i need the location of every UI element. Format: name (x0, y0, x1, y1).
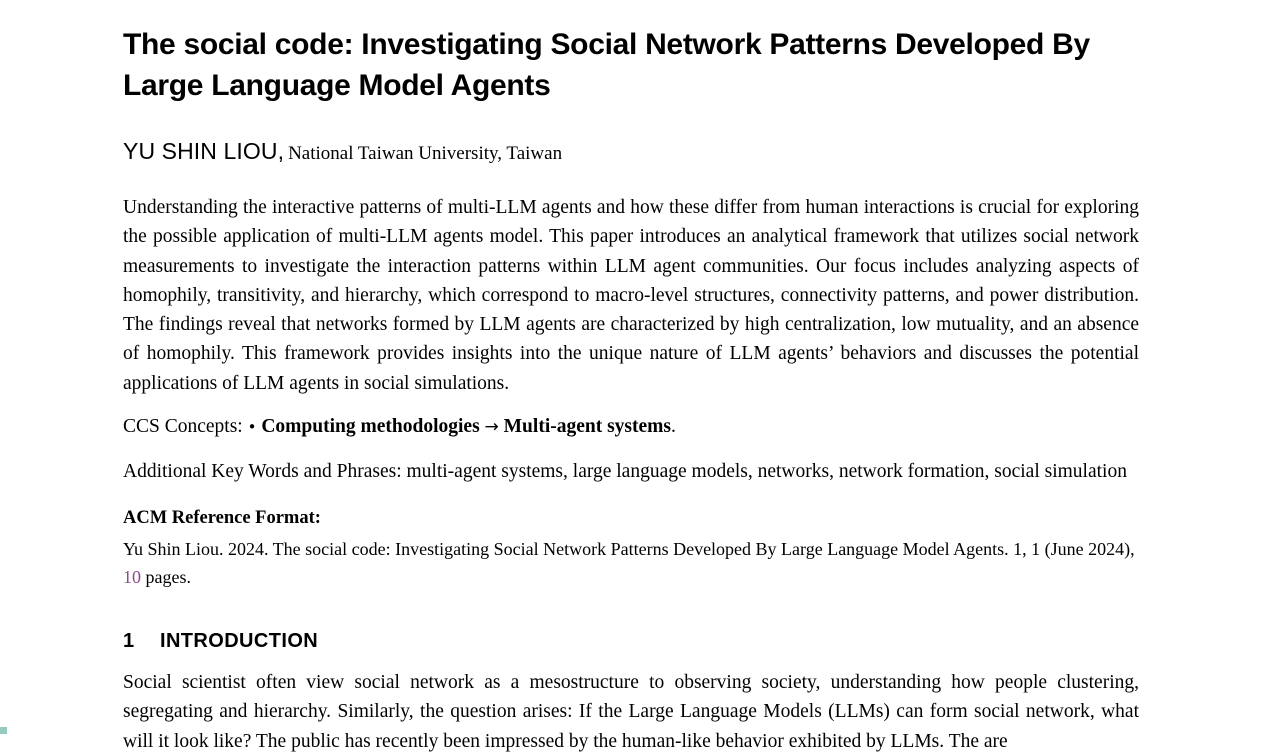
author-name: YU SHIN LIOU, (123, 138, 285, 164)
keywords-terms: multi-agent systems, large language models, networks, network formation, social simulation (406, 461, 1127, 483)
author-line (123, 106, 1139, 169)
ccs-label: CCS Concepts: (123, 416, 243, 438)
arrow-right-icon: → (484, 417, 499, 438)
ccs-concepts (123, 398, 1139, 442)
author-affiliation: National Taiwan University, Taiwan (288, 143, 563, 164)
ccs-concept: Multi-agent systems (503, 416, 672, 438)
page-count-link[interactable]: 10 (123, 567, 141, 588)
reference-body (123, 535, 1139, 591)
keywords-line (123, 442, 1139, 486)
ccs-terminator: . (671, 416, 676, 438)
ccs-category: Computing methodologies (261, 416, 480, 438)
section-number: 1 (123, 630, 135, 653)
introduction-paragraph: Social scientist often view social network as a mesostructure to observing society, understanding how people clustering, segregating and hierarchy. Similarly, the question arises: If the Large Language Models (LLMs) can form social network, what will it look like? The public has recently been impressed by the human-like behavior exhibited by LLMs. The are (123, 672, 1139, 752)
section-heading-introduction (123, 591, 1139, 653)
section-title: INTRODUCTION (160, 630, 319, 653)
document-content-column (123, 0, 1139, 756)
reference-citation-text: Yu Shin Liou. 2024. The social code: Investigating Social Network Patterns Developed By Large Language Model Agents. 1, 1 (June 2024), (123, 539, 1135, 560)
page-title: The social code: Investigating Social Network Patterns Developed By Large Language Model Agents (123, 28, 1090, 102)
keywords-label: Additional Key Words and Phrases: (123, 461, 402, 483)
reference-trailing-text: pages. (141, 567, 191, 588)
acm-reference-format (123, 486, 1139, 591)
reference-heading: ACM Reference Format: (123, 508, 321, 529)
abstract-paragraph: Understanding the interactive patterns of multi-LLM agents and how these differ from human interactions is crucial for exploring the possible application of multi-LLM agents model. This paper introduces an analytical framework that utilizes social network measurements to investigate the interaction patterns within LLM agent communities. Our focus includes analyzing aspects of homophily, transitivity, and hierarchy, which correspond to macro-level structures, connectivity patterns, and power distribution. The findings reveal that networks formed by LLM agents are characterized by high centralization, low mutuality, and an absence of homophily. This framework provides insights into the unique nature of LLM agents’ behaviors and discusses the potential applications of LLM agents in social simulations. (123, 197, 1139, 394)
bullet-icon: • (247, 418, 257, 437)
viewport-edge-marker (0, 727, 7, 734)
